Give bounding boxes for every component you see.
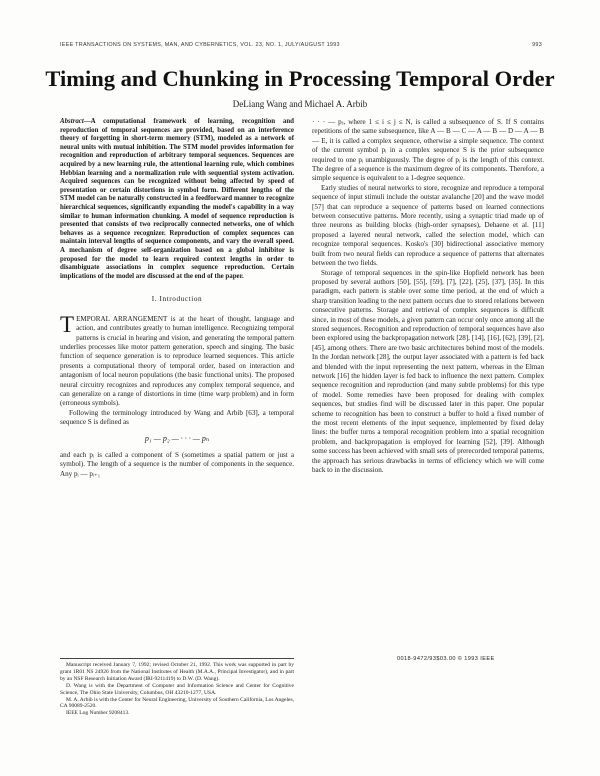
footnote-manuscript: Manuscript received January 7, 1992; revised October 21, 1992. This work was supported in part by grant 1R01 NS 24926 from the National Institutes of Health (M.A.A., Principal Investigator), and in part by an NSF Research Initiation Award (IRI-9211419) to D.W. (D. Wang). [60,662,294,682]
paper-title: Timing and Chunking in Processing Temporal Order [45,66,555,91]
copyright-code: 0018-9472/93$03.00 © 1993 IEEE [397,656,495,662]
right-paragraph-1: · · · — pⱼ, where 1 ≤ i ≤ j ≤ N, is called a subsequence of S. If S contains repetitions of the same subsequence, like A — B — C — A — B — D — A — B — E, it is called a complex sequence, otherwise a simple sequence. The context of the current symbol pᵢ in a complex sequence S is the prior subsequence required to one pᵢ unambiguously. The degree of pᵢ is the length of this context. The degree of a sequence is the maximum degree of its components. Therefore, a simple sequence is equivalent to a 1-degree sequence. [312,118,544,183]
intro-paragraph-3: and each pᵢ is called a component of S (sometimes a spatial pattern or just a symbol). The length of a sequence is the number of components in the sequence. Any pᵢ — pᵢ₊₁ [60,450,294,478]
drop-cap: T [60,311,75,337]
intro-paragraph-1-text: EMPORAL ARRANGEMENT is at the heart of thought, language and action, and contributes greatly to human intelligence. Recognizing temporal patterns is crucial in hearing and vision, and generating the temporal pattern underlies processes like motor pattern generation, speech and singing. The basic function of sequence generation is to reproduce learned sequences. This article presents a computational theory of temporal order, based on interaction and antagonism of local neuron populations (the basic functional units). The proposed neural circuitry recognizes and reproduces any complex temporal sequence, and can generalize on a range of distortions in time (time warp problem) and in form (erroneous symbols). [60,314,294,408]
sequence-equation: p₁ — p₂ — · · · — pₙ [144,433,210,443]
abstract [60,118,294,281]
left-column [60,118,294,479]
journal-line: IEEE TRANSACTIONS ON SYSTEMS, MAN, AND CYBERNETICS, VOL. 23, NO. 1, JULY/AUGUST 1993 [60,42,340,48]
page-number: 993 [532,42,542,48]
right-paragraph-2: Early studies of neural networks to store, recognize and reproduce a temporal sequence of input stimuli include the outstar avalanche [20] and the wave model [57] that can reproduce a sequence of patterns based on learned connections between consecutive patterns. More recently, using a synaptic triad made up of three neurons as building blocks (high-order synapses), Dehaene et al. [11] proposed a layered neural network, called the selection model, which can recognize temporal sequences. Kosko's [30] bidirectional associative memory built from two neural fields can reproduce a sequence of patterns that alternates between the two fields. [312,183,544,268]
running-header [60,42,542,48]
right-paragraph-3: Storage of temporal sequences in the spin-like Hopfield network has been proposed by several authors [50], [55], [59], [7], [22], [25], [37], [35]. In this paradigm, each pattern is stable over some time period, at the end of which a sharp transition leading to the next pattern occurs due to stored relations between consecutive patterns. Storage and retrieval of complex sequences is difficult since, in most of these models, a given pattern can occur only once among all the stored sequences. Recognition and reproduction of temporal sequences have also been explored using the backpropagation network [28], [14], [16], [62], [39], [2], [45], among others. There are two basic architectures behind most of the models. In the Jordan network [28], the output layer associated with a pattern is fed back and blended with the input representing the next pattern, whereas in the Elman network [16] the hidden layer is fed back to influence the next pattern. Complex sequence recognition and reproduction (and many subtle problems) for this type of model. Some remedies have been proposed for dealing with complex sequences, but studies find will be discussed later in this paper. One popular scheme to recognition has been to construct a buffer to hold a fixed number of the most recent elements of the input sequence, implemented by fixed delay lines: the buffer turns a temporal recognition problem into a spatial recognition problem, and backpropagation is employed for learning [52], [39]. Although some success has been achieved with small sets of prerecorded temporal patterns, the approach has serious drawbacks in terms of efficiency which we will come back to in the discussion. [312,268,544,475]
abstract-lead: Abstract [60,118,84,125]
paper-authors: DeLiang Wang and Michael A. Arbib [232,99,368,109]
section-heading: I. Introduction [151,295,203,304]
footnote-log: IEEE Log Number 9208413. [66,710,130,717]
footnote-wang: D. Wang is with the Department of Computer and Information Science and Center for Cognitive Science, The Ohio State University, Columbus, OH 43210-1277, USA. [60,682,294,696]
footnote-arbib: M. A. Arbib is with the Center for Neural Engineering, University of Southern California, Los Angeles, CA 90089-2520. [60,696,294,710]
intro-paragraph-2: Following the terminology introduced by Wang and Arbib [63], a temporal sequence S is defined as [60,408,294,427]
right-column [312,118,544,475]
footnotes [60,658,294,717]
intro-paragraph-1 [60,311,294,409]
abstract-text: —A computational framework of learning, recognition and reproduction of temporal sequences are provided, based on an interference theory of forgetting in short-term memory (STM), modeled as a network of neural units with mutual inhibition. The STM model provides information for recognition and reproduction of arbitrary temporal sequences. Sequences are acquired by a new learning rule, the attentional learning rule, which combines Hebbian learning and a normalization rule with sequential system activation. Acquired sequences can be recognized without being affected by speed of presentation or certain distortions in symbol form. Different lengths of the STM model can be naturally constructed in a feedforward manner to recognize hierarchical sequences, significantly expanding the model's capability in a way similar to human information chunking. A model of sequence reproduction is presented that consists of two reciprocally connected networks, one of which behaves as a sequence recognizer. Reproduction of complex sequences can maintain interval lengths of sequence components, and vary the overall speed. A mechanism of degree self-organization based on a global inhibitor is proposed for the model to learn required context lengths in order to disambiguate associations in complex sequence reproduction. Certain implications of the model are discussed at the end of the paper. [60,118,294,280]
